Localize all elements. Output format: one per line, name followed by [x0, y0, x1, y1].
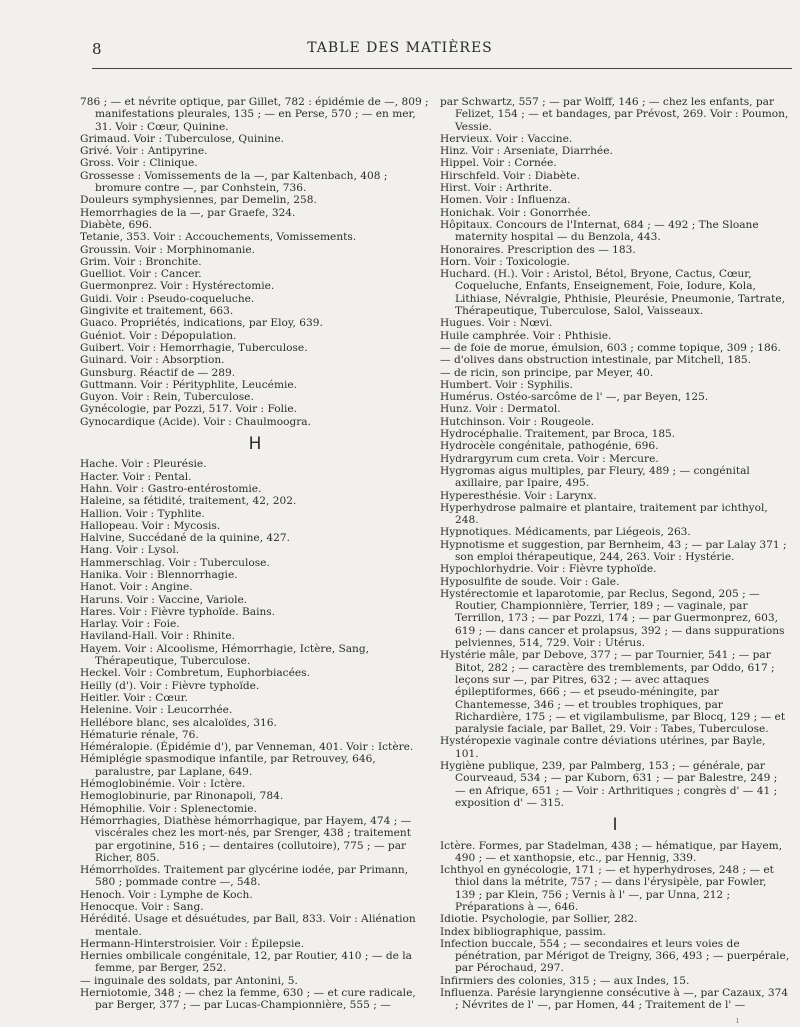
index-entry: Guttmann. Voir : Pérityphlite, Leucémie. [80, 378, 298, 391]
index-entry: Diabète, 696. [80, 218, 153, 231]
index-entry: Infection buccale, 554 ; — secondaires et leurs voies de pénétration, par Mérigot de Treigny, 366, 493 ; — puerpérale, par Pérochaud, 297. [440, 937, 790, 975]
index-entry: Grimaud. Voir : Tuberculose, Quinine. [80, 132, 284, 145]
index-entry: Hellébore blanc, ses alcaloïdes, 316. [80, 716, 277, 729]
index-entry: Hyposulfite de soude. Voir : Gale. [440, 575, 620, 588]
page-mark: ı [736, 1016, 739, 1026]
index-entry: Guyon. Voir : Rein, Tuberculose. [80, 391, 254, 404]
section-letter: H [248, 434, 262, 455]
index-entry: Hermann-Hinterstroisier. Voir : Épilepsie. [80, 937, 305, 950]
index-entry: Hares. Voir : Fièvre typhoïde. Bains. [80, 605, 276, 618]
index-entry: Hyperesthésie. Voir : Larynx. [440, 489, 597, 502]
index-entry: Guinard. Voir : Absorption. [80, 354, 225, 367]
index-entry: Henoch. Voir : Lymphe de Koch. [80, 888, 253, 901]
index-entry: Hôpitaux. Concours de l'Internat, 684 ; — 492 ; The Sloane maternity hospital — du Benzola, 443. [440, 218, 759, 244]
index-entry: Hystérie mâle, par Debove, 377 ; — par Tournier, 541 ; — par Bitot, 282 ; — caractère des tremblements, par Oddo, 617 ; leçons sur —, par Pitres, 632 ; — avec attaques épileptiformes, 666 ; — et pseudo-méningite, par Chantemesse, 346 ; — et troubles trophiques, par Richardière, 175 ; — et vigilambulisme, par Blocq, 129 ; — et paralysie faciale, par Ballet, 29. Voir : Tabes, Tuberculose. [440, 649, 786, 736]
index-entry: Hypochlorhydrie. Voir : Fièvre typhoïde. [440, 563, 657, 576]
index-entry: Gingivite et traitement, 663. [80, 305, 234, 318]
left-column [80, 96, 430, 1012]
index-entry: Haviland-Hall. Voir : Rhinite. [80, 630, 235, 643]
index-entry: Hémorrhagies, Diathèse hémorrhagique, par Hayem, 474 ; — viscérales chez les mort-nés, par Srenger, 438 ; traitement par ergotinine, 516 ; — dentaires (collutoire), 775 ; — par Richer, 805. [80, 814, 412, 864]
index-entry: Hunz. Voir : Dermatol. [440, 403, 561, 416]
index-entry: Hernies ombilicale congénitale, 12, par Routier, 410 ; — de la femme, par Berger, 252. [80, 950, 412, 975]
index-entry: Guéniot. Voir : Dépopulation. [80, 329, 237, 342]
index-entry: — d'olives dans obstruction intestinale, par Mitchell, 185. [440, 354, 751, 367]
index-entry: Hahn. Voir : Gastro-entérostomie. [80, 482, 262, 495]
index-entry: Hervieux. Voir : Vaccine. [440, 132, 573, 145]
index-entry: Héméralopie. (Épidémie d'), par Venneman, 401. Voir : Ictère. [80, 741, 414, 754]
index-entry: Guermonprez. Voir : Hystérectomie. [80, 280, 275, 293]
index-entry: Hydrargyrum cum creta. Voir : Mercure. [440, 452, 659, 465]
index-entry: — de foie de morue, émulsion, 603 ; comme topique, 309 ; 186. [440, 341, 781, 354]
index-entry: Idiotie. Psychologie, par Sollier, 282. [440, 913, 638, 926]
index-entry: Hallopeau. Voir : Mycosis. [80, 519, 221, 532]
index-entry: Grivé. Voir : Antipyrine. [80, 145, 208, 158]
index-entry: — de ricin, son principe, par Meyer, 40. [440, 366, 654, 379]
index-entry: Groussin. Voir : Morphinomanie. [80, 243, 256, 256]
index-entry: Gynocardique (Acide). Voir : Chaulmoogra. [80, 415, 311, 428]
index-entry: Hématurie rénale, 76. [80, 728, 199, 741]
index-entry: Henocque. Voir : Sang. [80, 901, 204, 913]
index-entry: Influenza. Parésie laryngienne consécutive à —, par Cazaux, 374 ; Névrites de l' —, par Homen, 44 ; Traitement de l' — [440, 987, 789, 1012]
page-number: 8 [92, 40, 102, 58]
index-entry: Hang. Voir : Lysol. [80, 544, 180, 557]
index-entry: Hanika. Voir : Blennorrhagie. [80, 568, 238, 581]
index-entry: Hugues. Voir : Nœvi. [440, 317, 553, 330]
section-letter: I [612, 815, 618, 836]
index-entry: Guibert. Voir : Hemorrhagie, Tuberculose. [80, 341, 308, 354]
index-entry: Hypnotisme et suggestion, par Bernheim, 43 ; — par Lalay 371 ; son emploi thérapeutique, 244, 263. Voir : Hystérie. [440, 538, 787, 563]
index-entry: Hémophilie. Voir : Splenectomie. [80, 802, 257, 815]
index-entry: Index bibliographique, passim. [440, 925, 607, 938]
index-entry: Homen. Voir : Influenza. [440, 194, 571, 207]
index-entry: Hygiène publique, 239, par Palmberg, 153 ; — générale, par Courveaud, 534 ; — par Kuborn, 631 ; — par Balestre, 249 ; — en Afrique, 651 ; — Voir : Arthritiques ; congrès d' — 41 ; exposition d' — 315. [440, 760, 778, 809]
index-entry: Douleurs symphysiennes, par Demelin, 258. [80, 194, 317, 207]
index-entry: Honichak. Voir : Gonorrhée. [440, 206, 591, 219]
index-entry: Ichthyol en gynécologie, 171 ; — et hyperhydroses, 248 ; — et thiol dans la métrite, 757 ; — dans l'érysipèle, par Fowler, 139 ; par Klein, 756 ; Vernis à l' —, par Unna, 212 ; Préparations à —, 646. [440, 864, 774, 913]
header-rule [92, 68, 792, 69]
index-entry: — inguinale des soldats, par Antonini, 5. [80, 974, 298, 987]
index-entry: Hémoglobinémie. Voir : Ictère. [80, 778, 246, 791]
index-entry: Grossesse : Vomissements de la —, par Kaltenbach, 408 ; bromure contre —, par Conhstein, 736. [80, 169, 388, 195]
index-entry: Hirst. Voir : Arthrite. [440, 182, 553, 195]
index-entry: Humérus. Ostéo-sarcôme de l' —, par Beyen, 125. [440, 391, 709, 404]
index-entry: Halvine, Succédané de la quinine, 427. [80, 532, 291, 545]
index-entry: Hémorrhoïdes. Traitement par glycérine iodée, par Primann, 580 ; pommade contre —, 548. [80, 864, 409, 889]
index-entry: Hemoglobinurie, par Rinonapoli, 784. [80, 790, 284, 803]
index-entry: Heitler. Voir : Cœur. [80, 691, 188, 704]
index-entry: Hyperhydrose palmaire et plantaire, traitement par ichthyol, 248. [440, 501, 768, 527]
index-entry: Gunsburg. Réactif de — 289. [80, 366, 236, 379]
index-entry: Helenine. Voir : Leucorrhée. [80, 704, 233, 717]
index-entry: Huchard. (H.). Voir : Aristol, Bétol, Bryone, Cactus, Cœur, Coqueluche, Enfants, Enseignement, Foie, Iodure, Kola, Lithiase, Névralgie, Phthisie, Pleurésie, Pneumonie, Tartrate, Thérapeutique, Tuberculose, Salol, Vaisseaux. [440, 268, 785, 318]
index-entry: Hémiplégie spasmodique infantile, par Retrouvey, 646, paralustre, par Laplane, 649. [80, 753, 376, 778]
index-entry: Honoraires. Prescription des — 183. [440, 243, 636, 256]
index-entry: Hystéropexie vaginale contre déviations utérines, par Bayle, 101. [440, 735, 766, 760]
index-entry: Hinz. Voir : Arseniate, Diarrhée. [440, 145, 613, 158]
index-entry: Haleine, sa fétidité, traitement, 42, 202. [80, 495, 297, 508]
index-entry: Hache. Voir : Pleurésie. [80, 458, 207, 471]
index-entry: Heckel. Voir : Combretum, Euphorbiacées. [80, 667, 310, 680]
index-entry: Hallion. Voir : Typhlite. [80, 507, 205, 520]
index-entry: Gynécologie, par Pozzi, 517. Voir : Folie. [80, 403, 298, 416]
index-entry: Huile camphrée. Voir : Phthisie. [440, 329, 612, 342]
index-entry: Hippel. Voir : Cornée. [440, 157, 557, 170]
index-entry: Grim. Voir : Bronchite. [80, 255, 202, 268]
index-entry: Hypnotiques. Médicaments, par Liégeois, 263. [440, 526, 691, 539]
index-entry: Hérédité. Usage et désuétudes, par Ball, 833. Voir : Aliénation mentale. [80, 913, 416, 938]
index-entry: Haruns. Voir : Vaccine, Variole. [80, 593, 248, 606]
index-entry: Hanot. Voir : Angine. [80, 581, 193, 594]
index-entry: Hygromas aigus multiples, par Fleury, 489 ; — congénital axillaire, par Ipaire, 495. [440, 464, 750, 490]
index-entry: Heilly (d'). Voir : Fièvre typhoïde. [80, 679, 260, 692]
index-entry: Herniotomie, 348 ; — chez la femme, 630 ; — et cure radicale, par Berger, 377 ; — par Lucas-Championnière, 555 ; — [80, 987, 416, 1012]
index-entry: par Schwartz, 557 ; — par Wolff, 146 ; — chez les enfants, par Felizet, 154 ; — et bandages, par Prévost, 269. Voir : Poumon, Vessie. [440, 96, 789, 133]
index-entry: Guidi. Voir : Pseudo-coqueluche. [80, 292, 255, 305]
index-entry: Hirschfeld. Voir : Diabète. [440, 169, 580, 182]
running-title: TABLE DES MATIÈRES [307, 40, 493, 56]
index-entry: Ictère. Formes, par Stadelman, 438 ; — hématique, par Hayem, 490 ; — et xanthopsie, etc., par Hennig, 339. [440, 839, 783, 864]
index-entry: Guelliot. Voir : Cancer. [80, 268, 202, 281]
index-entry: Harlay. Voir : Foie. [80, 618, 180, 631]
index-entry: Hydrocéphalie. Traitement, par Broca, 185. [440, 428, 676, 441]
index-entry: Horn. Voir : Toxicologie. [440, 255, 570, 268]
index-entry: Hayem. Voir : Alcoolisme, Hémorrhagie, Ictère, Sang, Thérapeutique, Tuberculose. [80, 642, 370, 668]
index-entry: Hammerschlag. Voir : Tuberculose. [80, 556, 270, 569]
index-entry: Humbert. Voir : Syphilis. [440, 378, 573, 391]
index-entry: Hemorrhagies de la —, par Graefe, 324. [80, 206, 296, 219]
index-entry: Hutchinson. Voir : Rougeole. [440, 415, 595, 428]
index-entry: 786 ; — et névrite optique, par Gillet, 782 : épidémie de —, 809 ; manifestations pleurales, 135 ; — en Perse, 570 ; — en mer, 31. Voir : Cœur, Quinine. [80, 96, 429, 133]
index-entry: Hystérectomie et laparotomie, par Reclus, Segond, 205 ; — Routier, Championnière, Terrier, 189 ; — vaginale, par Terrillon, 173 ; — par Pozzi, 174 ; — par Guermonprez, 603, 619 ; — dans cancer et prolapsus, 392 ; — dans suppurations pelviennes, 514, 729. Voir : Utérus. [440, 587, 785, 650]
index-entry: Infirmiers des colonies, 315 ; — aux Indes, 15. [440, 974, 690, 987]
right-column [440, 96, 790, 1012]
index-entry: Gross. Voir : Clinique. [80, 157, 198, 170]
index-entry: Hacter. Voir : Pental. [80, 470, 192, 483]
index-entry: Guaco. Propriétés, indications, par Eloy, 639. [80, 317, 323, 330]
index-entry: Hydrocèle congénitale, pathogénie, 696. [440, 440, 659, 453]
index-entry: Tetanie, 353. Voir : Accouchements, Vomissements. [80, 231, 357, 244]
